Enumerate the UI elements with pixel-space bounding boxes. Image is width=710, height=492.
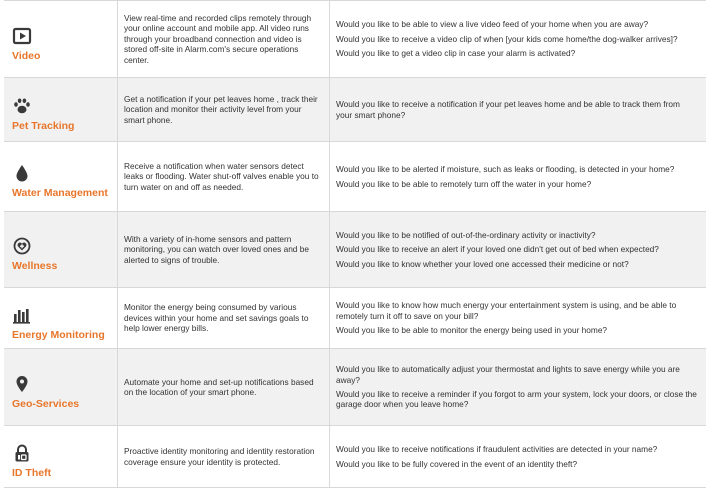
video-play-icon — [12, 26, 32, 46]
feature-description: With a variety of in-home sensors and pattern monitoring, you can watch over loved ones and be alerted to signs of trouble. — [118, 212, 330, 287]
paw-icon — [12, 96, 32, 116]
question: Would you like to be alerted if moisture, such as leaks or flooding, is detected in your home? — [336, 164, 675, 175]
row-video — [4, 1, 706, 78]
question: Would you like to receive notifications if fraudulent activities are detected in your name? — [336, 444, 658, 455]
feature-title: Pet Tracking — [12, 120, 75, 133]
id-lock-icon — [12, 443, 32, 463]
question: Would you like to receive a video clip of when [your kids come home/the dog-walker arrives]? — [336, 33, 678, 44]
energy-bars-icon — [12, 305, 32, 325]
feature-cell — [4, 78, 118, 141]
question: Would you like to be fully covered in the event of an identity theft? — [336, 458, 578, 469]
feature-questions — [330, 78, 706, 141]
feature-cell — [4, 212, 118, 287]
question: Would you like to be able to monitor the energy being used in your home? — [336, 325, 608, 336]
question: Would you like to know how much energy your entertainment system is using, and be able to remotely turn it off to save on your bill? — [336, 300, 677, 321]
question: Would you like to receive a reminder if you forgot to arm your system, lock your doors, or close the garage door when you leave home? — [336, 389, 697, 410]
feature-questions — [330, 142, 706, 211]
feature-questions — [330, 288, 706, 348]
feature-description: Proactive identity monitoring and identity restoration coverage ensure your identity is protected. — [118, 426, 330, 487]
location-pin-icon — [12, 374, 32, 394]
question: Would you like to be able to view a live video feed of your home when you are away? — [336, 19, 649, 30]
feature-questions — [330, 426, 706, 487]
water-drop-icon — [12, 163, 32, 183]
feature-questions — [330, 1, 706, 77]
feature-cell — [4, 1, 118, 77]
row-pet-tracking — [4, 78, 706, 142]
feature-description: Automate your home and set-up notifications based on the location of your smart phone. — [118, 349, 330, 425]
question: Would you like to be notified of out-of-the-ordinary activity or inactivity? — [336, 229, 596, 240]
feature-title: Video — [12, 49, 41, 62]
feature-title: Wellness — [12, 260, 58, 273]
feature-title: Energy Monitoring — [12, 328, 105, 341]
row-geo-services — [4, 349, 706, 426]
feature-cell — [4, 426, 118, 487]
question: Would you like to get a video clip in case your alarm is activated? — [336, 48, 576, 59]
heart-plus-icon — [12, 236, 32, 256]
row-wellness — [4, 212, 706, 288]
feature-cell — [4, 142, 118, 211]
feature-description: Get a notification if your pet leaves home , track their location and monitor their activity level from your smart phone. — [118, 78, 330, 141]
feature-description: Monitor the energy being consumed by various devices within your home and set savings goals to help lower energy bills. — [118, 288, 330, 348]
feature-description: Receive a notification when water sensors detect leaks or flooding. Water shut-off valves enable you to turn water on and off as needed. — [118, 142, 330, 211]
row-id-theft — [4, 426, 706, 488]
feature-questions — [330, 212, 706, 287]
question: Would you like to receive an alert if your loved one didn't get out of bed when expected? — [336, 244, 659, 255]
question: Would you like to receive a notification if your pet leaves home and be able to track them from your smart phone? — [336, 99, 680, 120]
feature-title: Water Management — [12, 187, 108, 200]
question: Would you like to automatically adjust your thermostat and lights to save energy while you are away? — [336, 364, 680, 385]
question: Would you like to be able to remotely turn off the water in your home? — [336, 178, 592, 189]
row-water-management — [4, 142, 706, 212]
feature-cell — [4, 349, 118, 425]
feature-description: View real-time and recorded clips remotely through your online account and mobile app. All video runs through your broadband connection and video is stored off-site in Alarm.com's secure operations center. — [118, 1, 330, 77]
feature-cell — [4, 288, 118, 348]
feature-title: Geo-Services — [12, 397, 80, 410]
feature-title: ID Theft — [12, 467, 52, 480]
feature-questions — [330, 349, 706, 425]
question: Would you like to know whether your loved one accessed their medicine or not? — [336, 258, 629, 269]
features-table — [4, 0, 706, 488]
row-energy-monitoring — [4, 288, 706, 349]
